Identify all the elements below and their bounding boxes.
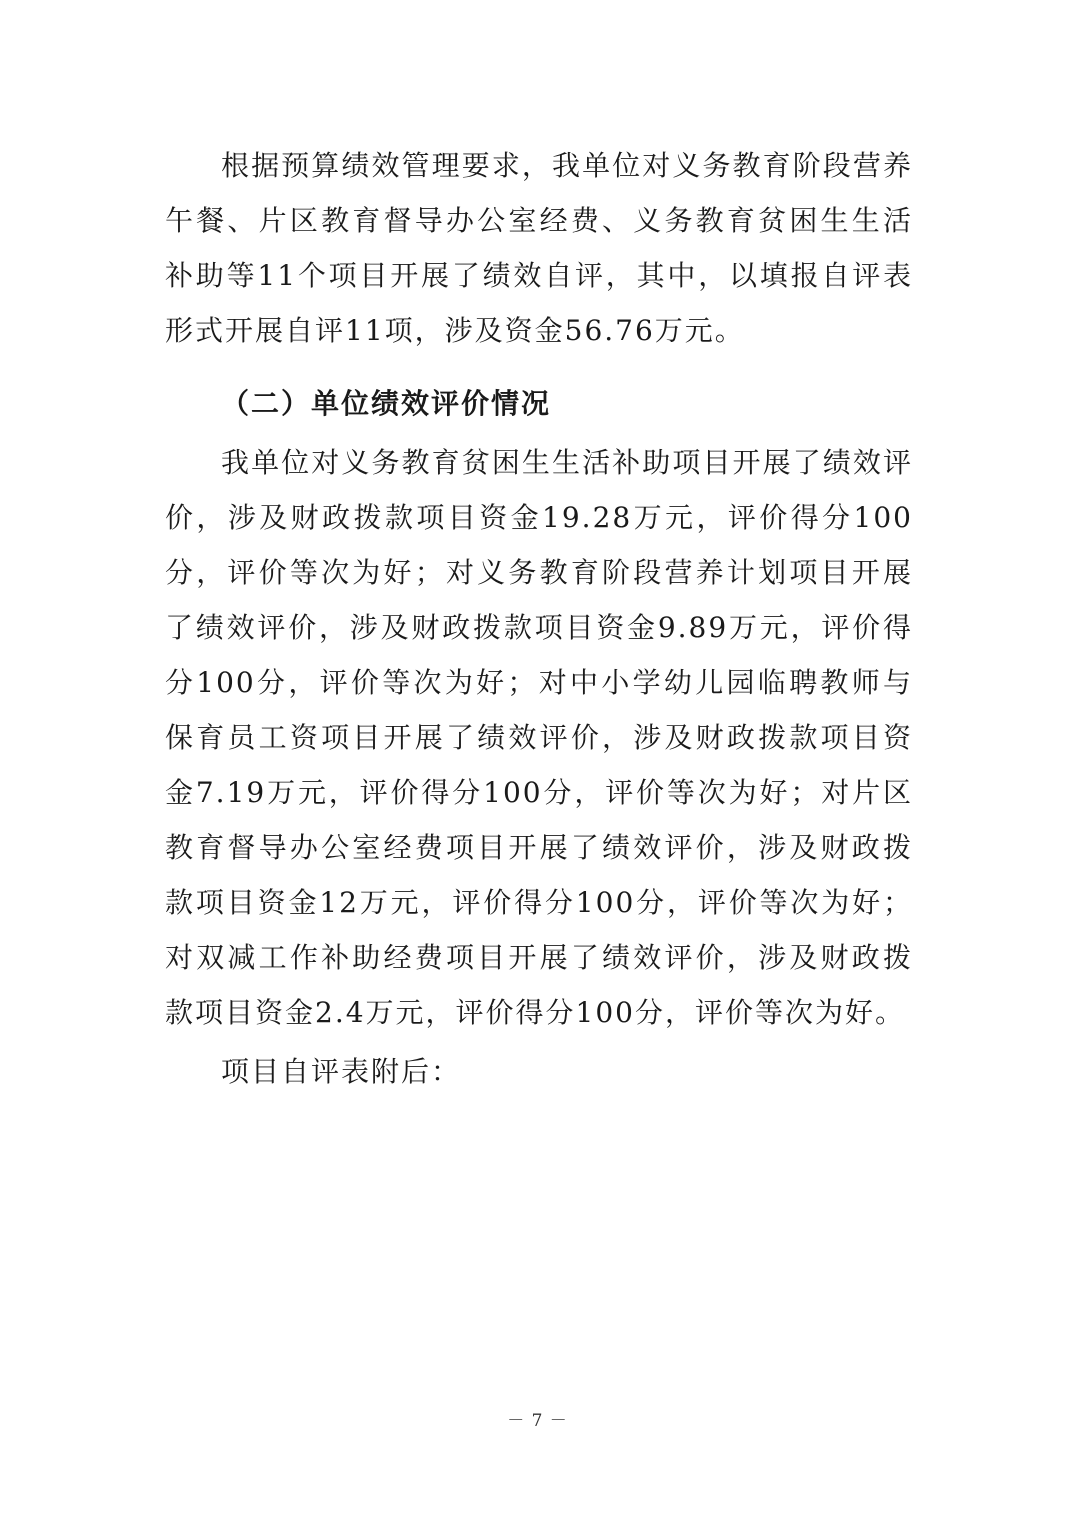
section-heading-unit-evaluation: （二）单位绩效评价情况 [221,387,552,420]
paragraph-attachment-note: 项目自评表附后： [221,1055,462,1088]
page-number: － 7 － [507,1411,568,1431]
page-body [165,138,913,1099]
paragraph-unit-evaluation: 我单位对义务教育贫困生生活补助项目开展了绩效评价，涉及财政拨款项目资金19.28万元，评价得分100分，评价等次为好；对义务教育阶段营养计划项目开展了绩效评价，涉及财政拨款项目资金9.89万元，评价得分100分，评价等次为好；对中小学幼儿园临聘教师与保育员工资项目开展了绩效评价，涉及财政拨款项目资金7.19万元，评价得分100分，评价等次为好；对片区教育督导办公室经费项目开展了绩效评价，涉及财政拨款项目资金12万元，评价得分100分，评价等次为好；对双减工作补助经费项目开展了绩效评价，涉及财政拨款项目资金2.4万元，评价得分100分，评价等次为好。 [165,446,913,1029]
paragraph-self-evaluation: 根据预算绩效管理要求，我单位对义务教育阶段营养午餐、片区教育督导办公室经费、义务教育贫困生生活补助等11个项目开展了绩效自评，其中，以填报自评表形式开展自评11项，涉及资金56.76万元。 [165,149,913,347]
